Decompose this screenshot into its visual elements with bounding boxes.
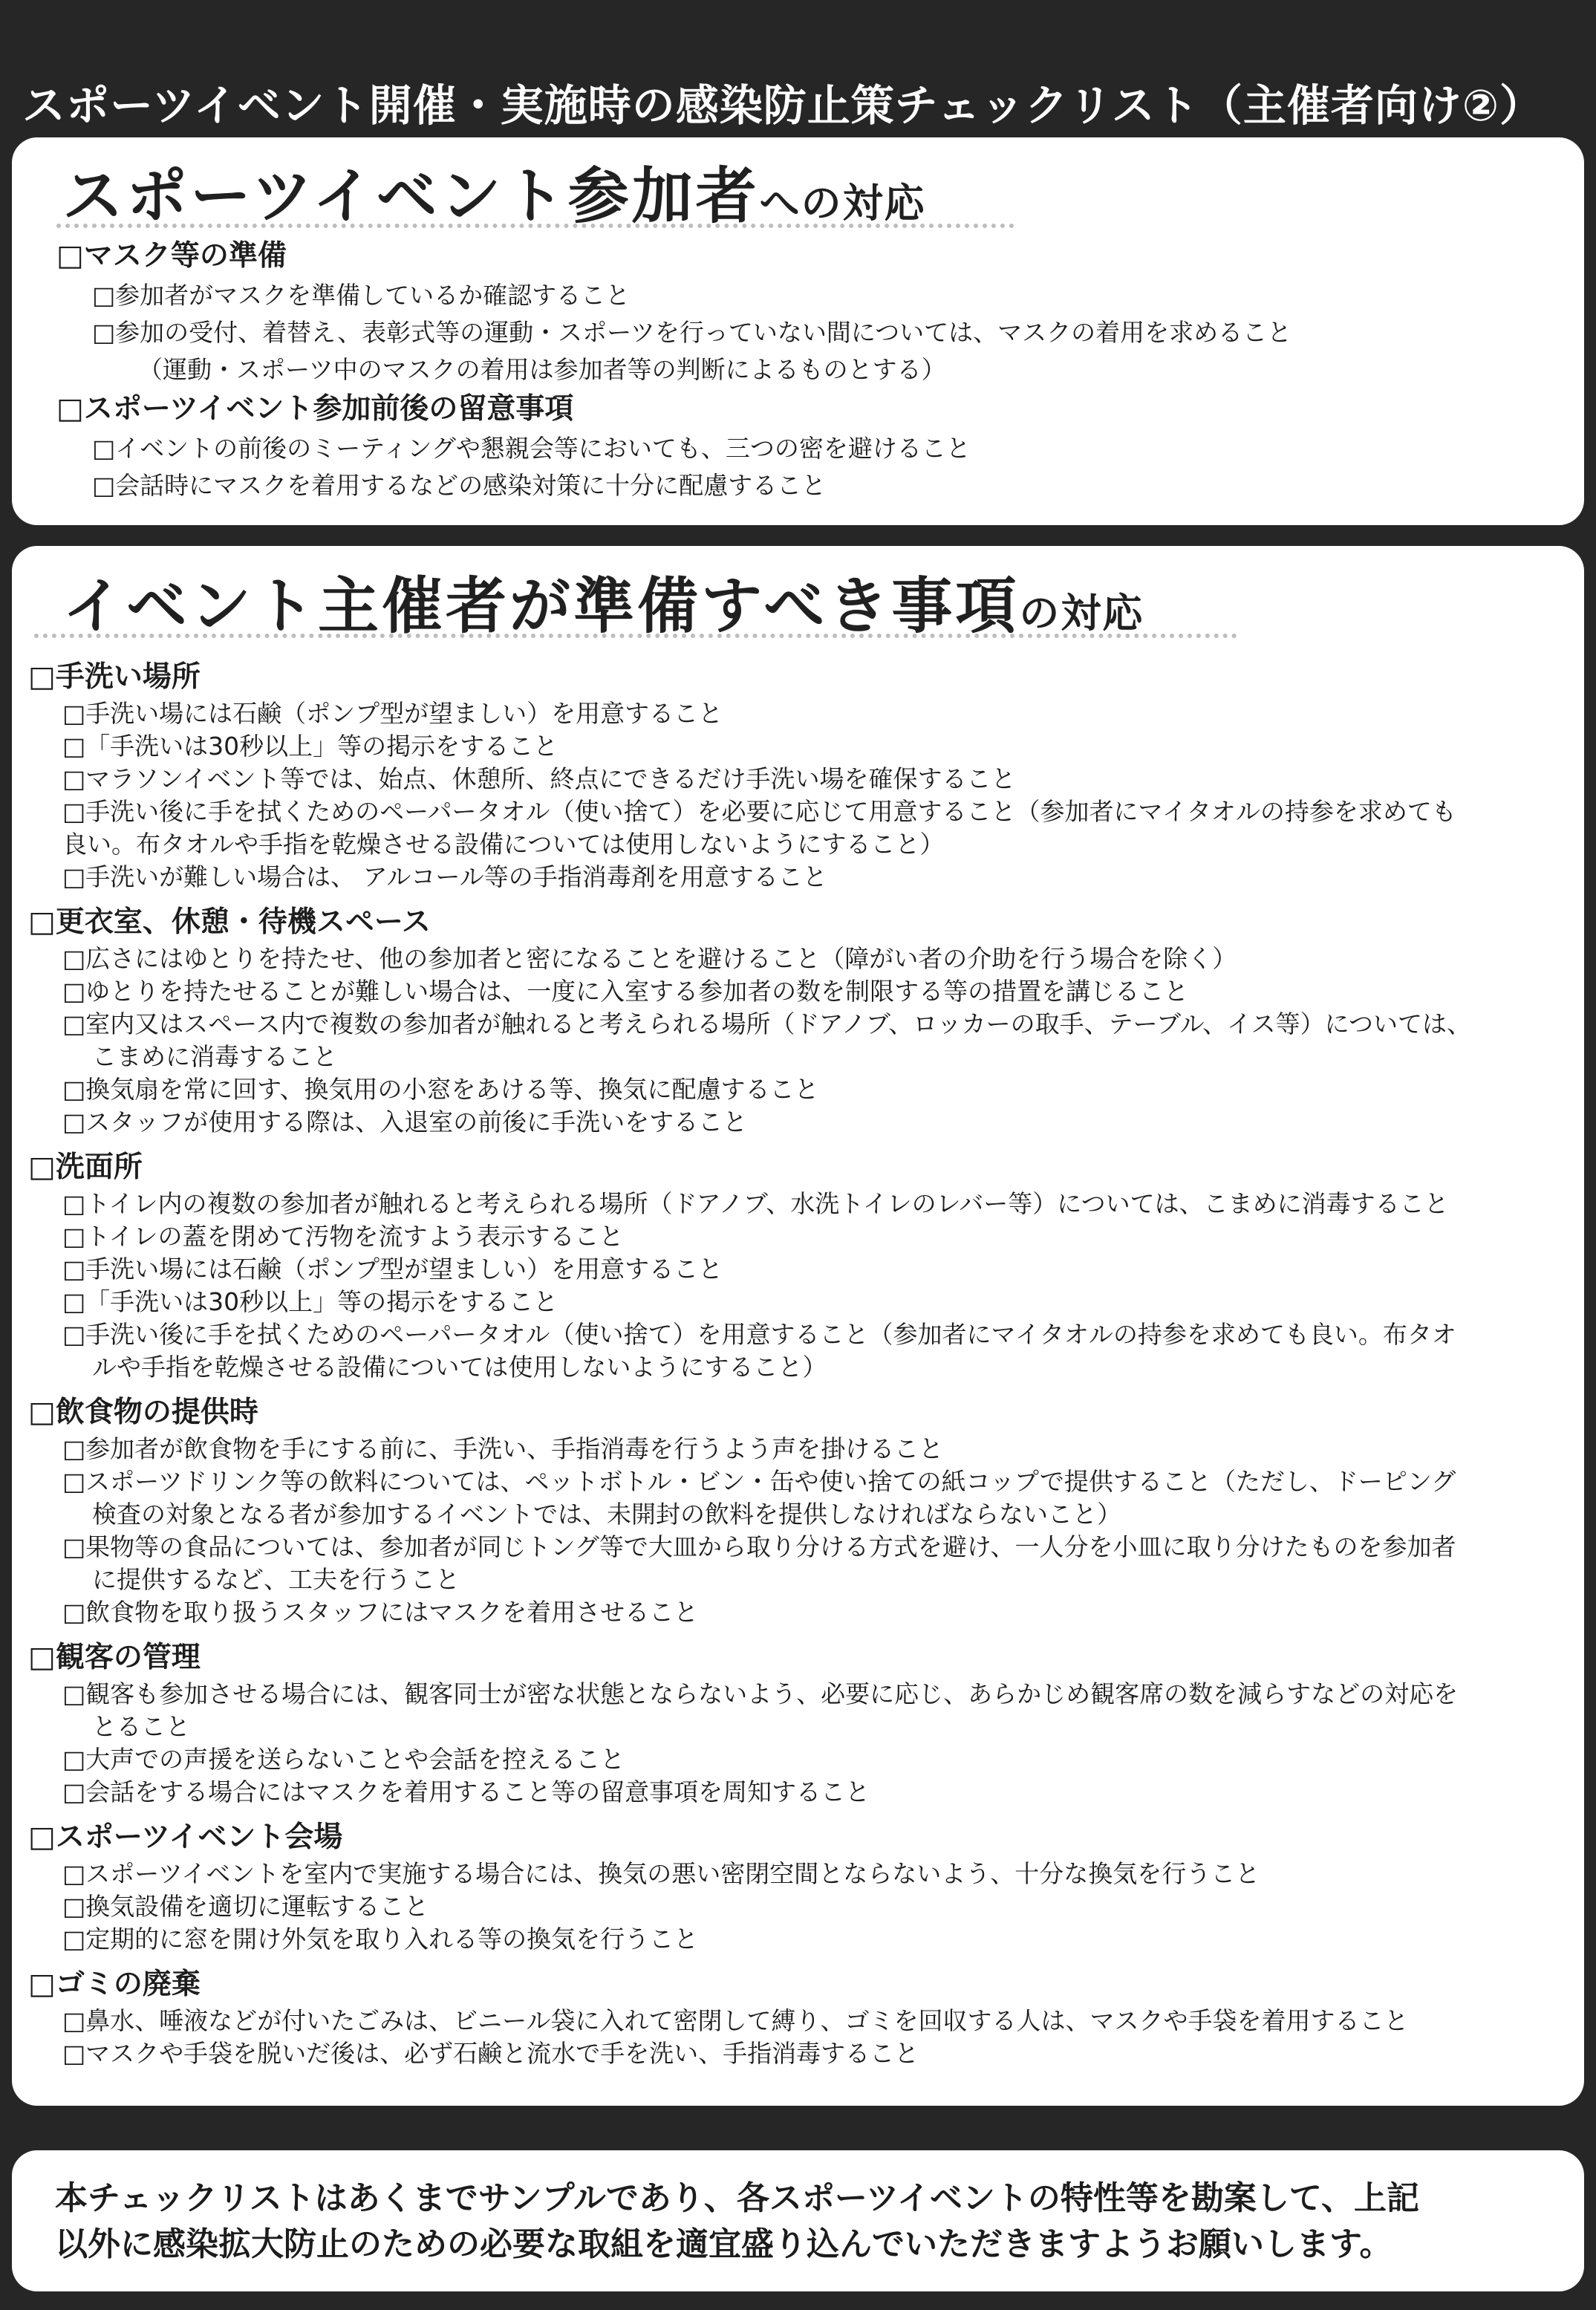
checklist-item[interactable]: □会話をする場合にはマスクを着用すること等の留意事項を周知すること — [62, 1777, 870, 1806]
group-label-handwashing[interactable]: □手洗い場所 — [28, 660, 201, 694]
checklist-item[interactable]: □鼻水、唾液などが付いたごみは、ビニール袋に入れて密閉して縛り、ゴミを回収する人は、マスクや手袋を着用すること — [62, 2006, 1409, 2035]
checklist-item[interactable]: □手洗い後に手を拭くためのペーパータオル（使い捨て）を必要に応じて用意すること（参加者にマイタオルの持参を求めても — [62, 797, 1456, 826]
checklist-item[interactable]: □会話時にマスクを着用するなどの感染対策に十分に配慮すること — [92, 471, 827, 500]
checklist-item-continued: に提供するなど、工夫を行うこと — [92, 1565, 460, 1594]
checklist-item[interactable]: □広さにはゆとりを持たせ、他の参加者と密になることを避けること（障がい者の介助を行う場合を除く） — [62, 944, 1237, 973]
participants-title-main: スポーツイベント参加者 — [62, 161, 760, 232]
checklist-item[interactable]: □スポーツイベントを室内で実施する場合には、換気の悪い密閉空間とならないよう、十分な換気を行うこと — [62, 1859, 1260, 1888]
organizers-panel — [12, 546, 1584, 2106]
checklist-item-continued: 良い。布タオルや手指を乾燥させる設備については使用しないようにすること） — [62, 830, 945, 859]
checklist-item[interactable]: □換気設備を適切に運転すること — [62, 1892, 429, 1921]
participants-panel — [12, 137, 1584, 525]
organizers-title-main: イベント主催者が準備すべき事項 — [62, 571, 1020, 642]
footer-note — [55, 2176, 1555, 2268]
group-label-before-after[interactable]: □スポーツイベント参加前後の留意事項 — [56, 392, 574, 426]
participants-checklist — [56, 235, 1292, 504]
checklist-item[interactable]: □手洗い場には石鹸（ポンプ型が望ましい）を用意すること — [62, 1255, 723, 1283]
organizers-section-title — [62, 558, 1144, 645]
checklist-item[interactable]: □手洗い後に手を拭くためのペーパータオル（使い捨て）を用意すること（参加者にマイタオルの持参を求めても良い。布タオ — [62, 1320, 1456, 1349]
checklist-item[interactable]: □マスクや手袋を脱いだ後は、必ず石鹸と流水で手を洗い、手指消毒すること — [62, 2039, 919, 2068]
organizers-title-suffix: の対応 — [1019, 590, 1144, 637]
group-label-washroom[interactable]: □洗面所 — [28, 1151, 143, 1184]
checklist-item[interactable]: □スタッフが使用する際は、入退室の前後に手洗いをすること — [62, 1107, 748, 1136]
organizers-checklist — [28, 657, 1471, 2070]
checklist-item[interactable]: □観客も参加させる場合には、観客同士が密な状態とならないよう、必要に応じ、あらかじめ観客席の数を減らすなどの対応を — [62, 1679, 1459, 1708]
checklist-item-continued: ルや手指を乾燥させる設備については使用しないようにすること） — [92, 1353, 827, 1382]
checklist-item[interactable]: □飲食物を取り扱うスタッフにはマスクを着用させること — [62, 1598, 699, 1627]
checklist-item[interactable]: □手洗いが難しい場合は、 アルコール等の手指消毒剤を用意すること — [62, 862, 827, 891]
checklist-item[interactable]: □「手洗いは30秒以上」等の掲示をすること — [62, 732, 558, 761]
checklist-item[interactable]: □ゆとりを持たせることが難しい場合は、一度に入室する参加者の数を制限する等の措置を講じること — [62, 977, 1189, 1006]
footer-note-panel — [12, 2150, 1584, 2291]
checklist-item[interactable]: □参加者がマスクを準備しているか確認すること — [92, 281, 631, 310]
group-label-waste[interactable]: □ゴミの廃棄 — [28, 1968, 201, 2001]
title-divider — [56, 224, 1014, 228]
checklist-item-continued: とること — [92, 1712, 190, 1741]
group-label-venue[interactable]: □スポーツイベント会場 — [28, 1821, 343, 1854]
checklist-item[interactable]: □室内又はスペース内で複数の参加者が触れると考えられる場所（ドアノブ、ロッカーの取手、テーブル、イス等）については、 — [62, 1009, 1471, 1038]
checklist-item-note: （運動・スポーツ中のマスクの着用は参加者等の判断によるものとする） — [138, 355, 946, 384]
checklist-item-continued: 検査の対象となる者が参加するイベントでは、未開封の飲料を提供しなければならないこと） — [92, 1500, 1121, 1529]
page-title: スポーツイベント開催・実施時の感染防止策チェックリスト（主催者向け②） — [22, 80, 1543, 131]
checklist-item[interactable]: □果物等の食品については、参加者が同じトング等で大皿から取り分ける方式を避け、一人分を小皿に取り分けたものを参加者 — [62, 1532, 1456, 1561]
footer-note-line-2: 以外に感染拡大防止のための必要な取組を適宜盛り込んでいただきますようお願いします。 — [55, 2225, 1393, 2263]
participants-section-title — [62, 148, 926, 235]
group-label-spectators[interactable]: □観客の管理 — [28, 1641, 201, 1674]
checklist-item[interactable]: □手洗い場には石鹸（ポンプ型が望ましい）を用意すること — [62, 699, 723, 728]
group-label-changing-rooms[interactable]: □更衣室、休憩・待機スペース — [28, 905, 431, 939]
footer-note-line-1: 本チェックリストはあくまでサンプルであり、各スポーツイベントの特性等を勘案して、上記 — [55, 2179, 1419, 2217]
checklist-item[interactable]: □大声での声援を送らないことや会話を控えること — [62, 1745, 625, 1774]
checklist-item[interactable]: □マラソンイベント等では、始点、休憩所、終点にできるだけ手洗い場を確保すること — [62, 764, 1016, 793]
title-divider — [34, 634, 1237, 638]
checklist-item[interactable]: □トイレの蓋を閉めて汚物を流すよう表示すること — [62, 1222, 624, 1251]
checklist-item-continued: こまめに消毒すること — [92, 1042, 337, 1071]
checklist-item[interactable]: □換気扇を常に回す、換気用の小窓をあける等、換気に配慮すること — [62, 1075, 819, 1104]
checklist-item[interactable]: □定期的に窓を開け外気を取り入れる等の換気を行うこと — [62, 1925, 699, 1953]
checklist-item[interactable]: □参加者が飲食物を手にする前に、手洗い、手指消毒を行うよう声を掛けること — [62, 1434, 944, 1463]
group-label-mask[interactable]: □マスク等の準備 — [56, 239, 287, 273]
checklist-item[interactable]: □イベントの前後のミーティングや懇親会等においても、三つの密を避けること — [92, 434, 971, 463]
checklist-item[interactable]: □トイレ内の複数の参加者が触れると考えられる場所（ドアノブ、水洗トイレのレバー等）については、こまめに消毒すること — [62, 1189, 1449, 1218]
checklist-item[interactable]: □「手洗いは30秒以上」等の掲示をすること — [62, 1287, 558, 1316]
group-label-food-drink[interactable]: □飲食物の提供時 — [28, 1396, 258, 1429]
checklist-item[interactable]: □参加の受付、着替え、表彰式等の運動・スポーツを行っていない間については、マスクの着用を求めること — [92, 318, 1292, 347]
checklist-item[interactable]: □スポーツドリンク等の飲料については、ペットボトル・ビン・缶や使い捨ての紙コップで提供すること（ただし、ドーピング — [62, 1467, 1456, 1496]
participants-title-suffix: への対応 — [759, 180, 926, 227]
